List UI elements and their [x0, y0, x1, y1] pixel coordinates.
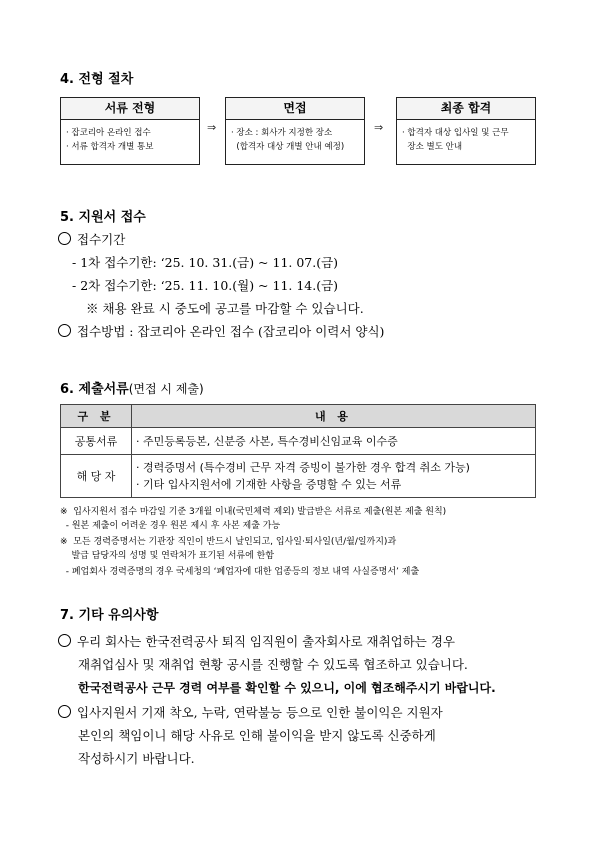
step-interview	[225, 97, 365, 165]
row-content: · 주민등록등본, 신분증 사본, 특수경비신임교육 이수증	[132, 428, 536, 455]
paragraph-line: 재취업심사 및 재취업 현황 공시를 진행할 수 있도록 협조하고 있습니다.	[78, 657, 468, 672]
step-line: 장소 별도 안내	[402, 142, 463, 152]
application-method	[58, 322, 384, 340]
notice-paragraph-2	[58, 703, 443, 721]
header-category: 구 분	[61, 405, 132, 428]
note-line: - 폐업회사 경력증명의 경우 국세청의 ‘폐업자에 대한 업종등의 정보 내역 사실증명서’ 제출	[60, 567, 420, 577]
section-7-title: 7. 기타 유의사항	[60, 608, 159, 623]
table-header-row	[61, 405, 536, 428]
header-content: 내 용	[132, 405, 536, 428]
step-title: 서류 전형	[61, 98, 199, 120]
step-document-screening	[60, 97, 200, 165]
step-line: · 합격자 대상 입사일 및 근무	[402, 128, 509, 138]
step-line: · 서류 합격자 개별 통보	[66, 142, 154, 152]
section-4-title: 4. 전형 절차	[60, 72, 134, 87]
paragraph-line: 본인의 책임이니 해당 사유로 인해 불이익을 받지 않도록 신중하게	[78, 728, 436, 743]
period-heading	[58, 230, 125, 248]
note-line: ※ 모든 경력증명서는 기관장 직인이 반드시 날인되고, 입사일·퇴사일(년/월/일까지)과	[60, 537, 397, 547]
circle-bullet-icon	[58, 232, 71, 245]
row-line: · 경력증명서 (특수경비 근무 자격 증빙이 불가한 경우 합격 취소 가능)	[136, 461, 470, 474]
circle-bullet-icon	[58, 705, 71, 718]
period-label: 접수기간	[77, 232, 126, 247]
step-final-pass	[396, 97, 536, 165]
early-close-notice: ※ 채용 완료 시 중도에 공고를 마감할 수 있습니다.	[86, 301, 364, 316]
circle-bullet-icon	[58, 634, 71, 647]
row-category: 해 당 자	[61, 455, 132, 498]
arrow-icon: ⇒	[374, 121, 384, 134]
section-6-title-sub: (면접 시 제출)	[128, 382, 204, 396]
cooperation-request: 한국전력공사 근무 경력 여부를 확인할 수 있으니, 이에 협조해주시기 바랍니다.	[78, 681, 496, 695]
table-row	[61, 455, 536, 498]
note-line: - 원본 제출이 어려운 경우 원본 제시 후 사본 제출 가능	[60, 521, 281, 531]
paragraph-line: 입사지원서 기재 착오, 누락, 연락불능 등으로 인한 불이익은 지원자	[77, 705, 443, 720]
row-category: 공통서류	[61, 428, 132, 455]
step-line: · 장소 : 회사가 지정한 장소	[231, 128, 333, 138]
circle-bullet-icon	[58, 324, 71, 337]
documents-table	[60, 404, 536, 498]
row-line: · 기타 입사지원서에 기재한 사항을 증명할 수 있는 서류	[136, 478, 402, 491]
notice-paragraph-1	[58, 632, 455, 650]
section-6-title-main: 6. 제출서류	[60, 382, 129, 397]
step-title: 최종 합격	[397, 98, 535, 120]
step-title: 면접	[226, 98, 364, 120]
table-row	[61, 428, 536, 455]
row-content	[132, 455, 536, 498]
step-line: (합격자 대상 개별 안내 예정)	[231, 142, 345, 152]
arrow-icon: ⇒	[207, 121, 217, 134]
note-line: 발급 담당자의 성명 및 연락처가 표기된 서류에 한함	[60, 551, 275, 561]
section-5-title: 5. 지원서 접수	[60, 210, 146, 225]
paragraph-line: 작성하시기 바랍니다.	[78, 751, 195, 766]
method-text: 접수방법 : 잡코리아 온라인 접수 (잡코리아 이력서 양식)	[77, 324, 385, 339]
section-6-title	[60, 378, 204, 397]
step-line: · 잡코리아 온라인 접수	[66, 128, 151, 138]
paragraph-line: 우리 회사는 한국전력공사 퇴직 임직원이 출자회사로 재취업하는 경우	[77, 634, 455, 649]
period-2: - 2차 접수기한: ‘25. 11. 10.(월) ~ 11. 14.(금)	[72, 278, 339, 293]
note-line: ※ 입사지원서 접수 마감일 기준 3개월 이내(국민체력 제외) 발급받은 서류로 제출(원본 제출 원칙)	[60, 507, 447, 517]
period-1: - 1차 접수기한: ‘25. 10. 31.(금) ~ 11. 07.(금)	[72, 255, 339, 270]
